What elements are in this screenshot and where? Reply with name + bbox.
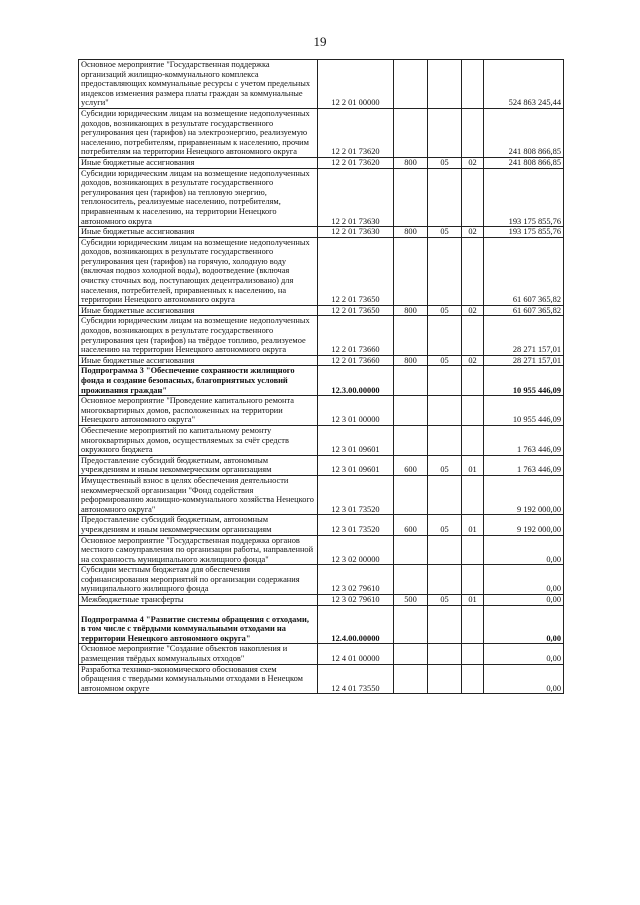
row-subsection bbox=[462, 60, 484, 109]
table-row bbox=[79, 108, 564, 157]
row-name: Субсидии юридическим лицам на возмещение недополученных доходов, возникающих в результате государственного регулирования цен (тарифов) на тепловую энергию, теплоноситель, реализуемые населению, потребителям, приравненным к населению, на территории Ненецкого автономного округа bbox=[79, 168, 318, 227]
row-name: Иные бюджетные ассигнования bbox=[79, 157, 318, 168]
row-subsection: 01 bbox=[462, 515, 484, 535]
row-subsection bbox=[462, 366, 484, 396]
row-code: 12.3.00.00000 bbox=[318, 366, 394, 396]
row-section: 05 bbox=[428, 227, 462, 238]
row-section bbox=[428, 644, 462, 664]
row-code: 12 3 01 09601 bbox=[318, 455, 394, 475]
row-subsection: 02 bbox=[462, 227, 484, 238]
table-row bbox=[79, 595, 564, 606]
row-amount: 241 808 866,85 bbox=[484, 108, 564, 157]
table-row bbox=[79, 605, 564, 644]
row-expense-type bbox=[394, 108, 428, 157]
row-section bbox=[428, 475, 462, 514]
row-code: 12 3 01 73520 bbox=[318, 475, 394, 514]
row-subsection bbox=[462, 644, 484, 664]
row-expense-type bbox=[394, 475, 428, 514]
row-code: 12 2 01 73630 bbox=[318, 227, 394, 238]
table-row bbox=[79, 475, 564, 514]
row-expense-type bbox=[394, 425, 428, 455]
row-name: Основное мероприятие "Создание объектов накопления и размещения твёрдых коммунальных отходов" bbox=[79, 644, 318, 664]
row-amount: 61 607 365,82 bbox=[484, 305, 564, 316]
row-name: Подпрограмма 4 "Развитие системы обращения с отходами, в том числе с твёрдыми коммунальными отходами на территории Ненецкого автономного округа" bbox=[79, 605, 318, 644]
row-name: Межбюджетные трансферты bbox=[79, 595, 318, 606]
row-code: 12 3 01 09601 bbox=[318, 425, 394, 455]
table-body bbox=[79, 60, 564, 694]
table-row bbox=[79, 535, 564, 565]
row-subsection bbox=[462, 396, 484, 426]
row-section bbox=[428, 565, 462, 595]
row-subsection: 02 bbox=[462, 157, 484, 168]
table-row bbox=[79, 425, 564, 455]
row-code: 12.4.00.00000 bbox=[318, 605, 394, 644]
row-subsection bbox=[462, 425, 484, 455]
row-expense-type bbox=[394, 237, 428, 305]
row-amount: 193 175 855,76 bbox=[484, 168, 564, 227]
row-amount: 0,00 bbox=[484, 595, 564, 606]
table-row bbox=[79, 455, 564, 475]
row-amount: 9 192 000,00 bbox=[484, 475, 564, 514]
row-amount: 10 955 446,09 bbox=[484, 396, 564, 426]
row-amount: 61 607 365,82 bbox=[484, 237, 564, 305]
row-expense-type: 800 bbox=[394, 305, 428, 316]
row-expense-type bbox=[394, 605, 428, 644]
row-amount: 0,00 bbox=[484, 535, 564, 565]
table-row bbox=[79, 305, 564, 316]
row-section: 05 bbox=[428, 305, 462, 316]
table-row bbox=[79, 355, 564, 366]
table-row bbox=[79, 366, 564, 396]
row-amount: 1 763 446,09 bbox=[484, 455, 564, 475]
row-code: 12 4 01 73550 bbox=[318, 664, 394, 694]
row-code: 12 2 01 00000 bbox=[318, 60, 394, 109]
row-name: Субсидии юридическим лицам на возмещение недополученных доходов, возникающих в результате государственного регулирования цен (тарифов) на твёрдое топливо, реализуемое населению на территории Ненецкого автономного округа bbox=[79, 316, 318, 355]
row-expense-type bbox=[394, 168, 428, 227]
row-subsection bbox=[462, 565, 484, 595]
row-subsection bbox=[462, 475, 484, 514]
row-expense-type bbox=[394, 316, 428, 355]
row-amount: 28 271 157,01 bbox=[484, 316, 564, 355]
row-code: 12 3 02 00000 bbox=[318, 535, 394, 565]
row-name: Субсидии юридическим лицам на возмещение недополученных доходов, возникающих в результате государственного регулирования цен (тарифов) на электроэнергию, реализуемую населению, потребителям, приравненным к населению, прочим потребителям на территории Ненецкого автономного округа bbox=[79, 108, 318, 157]
row-code: 12 2 01 73650 bbox=[318, 305, 394, 316]
row-expense-type bbox=[394, 366, 428, 396]
row-code: 12 2 01 73660 bbox=[318, 355, 394, 366]
row-section: 05 bbox=[428, 515, 462, 535]
row-section bbox=[428, 664, 462, 694]
row-code: 12 4 01 00000 bbox=[318, 644, 394, 664]
row-expense-type bbox=[394, 644, 428, 664]
row-name: Основное мероприятие "Государственная поддержка организаций жилищно-коммунального комплекса предоставляющих коммунальные ресурсы с учетом предельных индексов изменения размера платы граждан за коммунальные услуги" bbox=[79, 60, 318, 109]
row-amount: 9 192 000,00 bbox=[484, 515, 564, 535]
row-expense-type: 500 bbox=[394, 595, 428, 606]
table-row bbox=[79, 515, 564, 535]
row-code: 12 3 01 73520 bbox=[318, 515, 394, 535]
row-name: Предоставление субсидий бюджетным, автономным учреждениям и иным некоммерческим организациям bbox=[79, 515, 318, 535]
row-amount: 0,00 bbox=[484, 605, 564, 644]
row-section bbox=[428, 425, 462, 455]
row-name: Иные бюджетные ассигнования bbox=[79, 355, 318, 366]
row-section: 05 bbox=[428, 157, 462, 168]
table-row bbox=[79, 644, 564, 664]
table-row bbox=[79, 316, 564, 355]
row-section: 05 bbox=[428, 595, 462, 606]
row-name: Иные бюджетные ассигнования bbox=[79, 227, 318, 238]
table-row bbox=[79, 168, 564, 227]
row-expense-type: 800 bbox=[394, 355, 428, 366]
row-code: 12 3 02 79610 bbox=[318, 595, 394, 606]
row-section bbox=[428, 535, 462, 565]
row-expense-type: 600 bbox=[394, 455, 428, 475]
row-code: 12 3 02 79610 bbox=[318, 565, 394, 595]
row-amount: 0,00 bbox=[484, 565, 564, 595]
row-subsection bbox=[462, 108, 484, 157]
row-expense-type bbox=[394, 535, 428, 565]
row-code: 12 2 01 73620 bbox=[318, 157, 394, 168]
row-section bbox=[428, 366, 462, 396]
row-name: Основное мероприятие "Проведение капитального ремонта многоквартирных домов, расположенных на территории Ненецкого автономного округа" bbox=[79, 396, 318, 426]
row-section bbox=[428, 168, 462, 227]
row-name: Подпрограмма 3 "Обеспечение сохранности жилищного фонда и создание безопасных, благоприятных условий проживания граждан" bbox=[79, 366, 318, 396]
row-subsection bbox=[462, 664, 484, 694]
row-expense-type bbox=[394, 565, 428, 595]
row-name: Основное мероприятие "Государственная поддержка органов местного самоуправления по организации работы, направленной на сохранность муниципального жилищного фонда" bbox=[79, 535, 318, 565]
row-subsection bbox=[462, 316, 484, 355]
row-subsection: 01 bbox=[462, 595, 484, 606]
row-name: Предоставление субсидий бюджетным, автономным учреждениям и иным некоммерческим организациям bbox=[79, 455, 318, 475]
row-code: 12 3 01 00000 bbox=[318, 396, 394, 426]
row-expense-type bbox=[394, 664, 428, 694]
row-amount: 10 955 446,09 bbox=[484, 366, 564, 396]
row-subsection: 01 bbox=[462, 455, 484, 475]
table-row bbox=[79, 396, 564, 426]
page-number: 19 bbox=[313, 34, 327, 49]
row-section bbox=[428, 60, 462, 109]
row-subsection bbox=[462, 168, 484, 227]
row-section: 05 bbox=[428, 355, 462, 366]
row-amount: 241 808 866,85 bbox=[484, 157, 564, 168]
row-name: Обеспечение мероприятий по капитальному ремонту многоквартирных домов, осуществляемых за счёт средств окружного бюджета bbox=[79, 425, 318, 455]
row-section bbox=[428, 605, 462, 644]
row-amount: 193 175 855,76 bbox=[484, 227, 564, 238]
row-expense-type: 600 bbox=[394, 515, 428, 535]
row-name: Субсидии местным бюджетам для обеспечения софинансирования мероприятий по организации содержания муниципального жилищного фонда bbox=[79, 565, 318, 595]
row-expense-type: 800 bbox=[394, 227, 428, 238]
row-code: 12 2 01 73660 bbox=[318, 316, 394, 355]
row-code: 12 2 01 73650 bbox=[318, 237, 394, 305]
row-subsection: 02 bbox=[462, 305, 484, 316]
row-name: Имущественный взнос в целях обеспечения деятельности некоммерческой организации "Фонд содействия реформированию жилищно-коммунального хозяйства Ненецкого автономного округа" bbox=[79, 475, 318, 514]
row-expense-type bbox=[394, 60, 428, 109]
row-section bbox=[428, 237, 462, 305]
row-amount: 0,00 bbox=[484, 644, 564, 664]
table-row bbox=[79, 565, 564, 595]
row-section bbox=[428, 396, 462, 426]
row-section bbox=[428, 108, 462, 157]
row-amount: 1 763 446,09 bbox=[484, 425, 564, 455]
row-name: Разработка технико-экономического обоснования схем обращения с твердыми коммунальными отходами в Ненецком автономном округе bbox=[79, 664, 318, 694]
row-subsection: 02 bbox=[462, 355, 484, 366]
table-row bbox=[79, 664, 564, 694]
row-name: Субсидии юридическим лицам на возмещение недополученных доходов, возникающих в результате государственного регулирования цен (тарифов) на горячую, холодную воду (включая подвоз холодной воды), водоотведение (включая очистку сточных вод, поступающих децентрализовано) для населения, потребителей, приравненных к населению, на территории Ненецкого автономного округа bbox=[79, 237, 318, 305]
row-amount: 28 271 157,01 bbox=[484, 355, 564, 366]
row-expense-type bbox=[394, 396, 428, 426]
row-subsection bbox=[462, 237, 484, 305]
row-subsection bbox=[462, 605, 484, 644]
row-name: Иные бюджетные ассигнования bbox=[79, 305, 318, 316]
row-code: 12 2 01 73630 bbox=[318, 168, 394, 227]
table-row bbox=[79, 237, 564, 305]
row-section: 05 bbox=[428, 455, 462, 475]
table-row bbox=[79, 227, 564, 238]
table-row bbox=[79, 157, 564, 168]
row-section bbox=[428, 316, 462, 355]
row-expense-type: 800 bbox=[394, 157, 428, 168]
budget-table bbox=[78, 59, 564, 694]
row-amount: 524 863 245,44 bbox=[484, 60, 564, 109]
row-code: 12 2 01 73620 bbox=[318, 108, 394, 157]
row-subsection bbox=[462, 535, 484, 565]
table-row bbox=[79, 60, 564, 109]
row-amount: 0,00 bbox=[484, 664, 564, 694]
